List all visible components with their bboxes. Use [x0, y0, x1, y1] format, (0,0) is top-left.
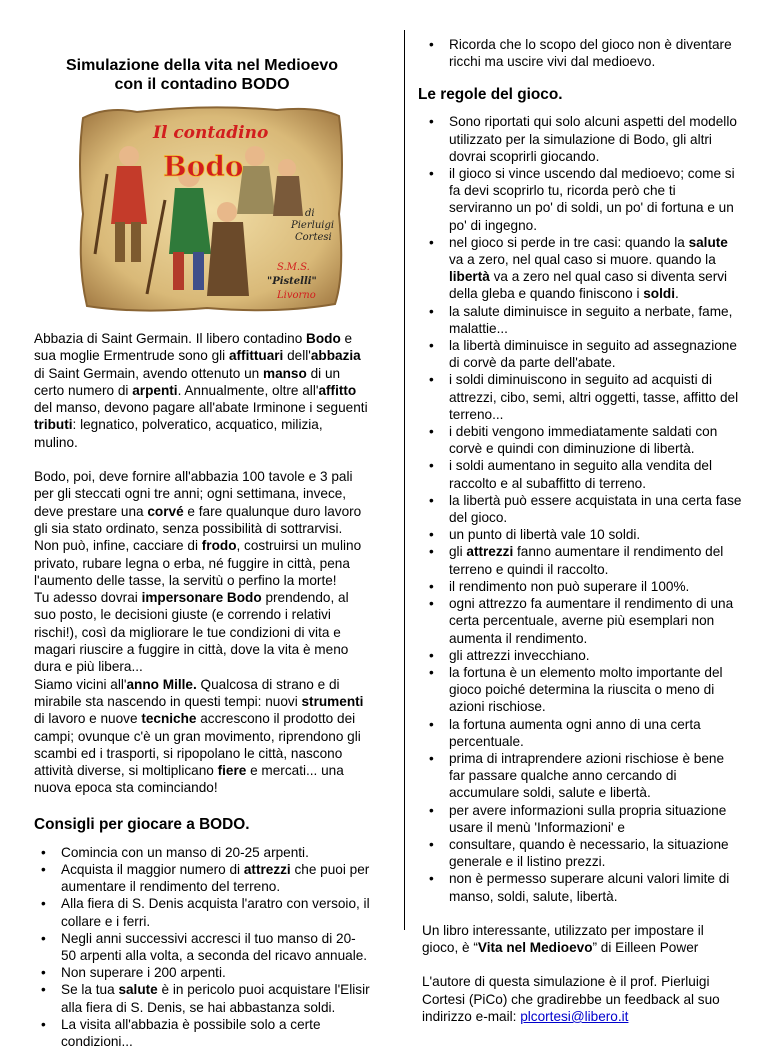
right-column	[418, 36, 742, 1025]
list-item: • nel gioco si perde in tre casi: quando la salute va a zero, nel qual caso si muore. quando la libertà va a zero nel qual caso si diventa servi della gleba e quando finiscono i soldi.	[422, 234, 742, 303]
title-line-1: Simulazione della vita nel Medioevo	[65, 57, 339, 74]
page-title	[34, 56, 370, 94]
list-item: • i soldi aumentano in seguito alla vendita del raccolto e al subaffitto di terreno.	[422, 457, 742, 491]
bodo-parchment-image	[77, 104, 345, 314]
list-item: • ogni attrezzo fa aumentare il rendimento di una certa percentuale, averne più esemplari non aumenta il rendimento.	[422, 595, 742, 647]
by-line-1: di	[305, 208, 315, 219]
list-item: • il rendimento non può superare il 100%.	[422, 578, 742, 595]
list-item: • i soldi diminuiscono in seguito ad acquisti di attrezzi, cibo, semi, altri oggetti, tasse, affitto del terreno...	[422, 371, 742, 423]
list-item: • Se la tua salute è in pericolo puoi acquistare l'Elisir alla fiera di S. Denis, se hai abbastanza soldi.	[34, 981, 370, 1015]
list-item: • Negli anni successivi accresci il tuo manso di 20-50 arpenti alla volta, a seconda del ricavo annuale.	[34, 930, 370, 964]
title-line-2: con il contadino BODO	[114, 76, 290, 93]
list-item: • per avere informazioni sulla propria situazione usare il menù 'Informazioni' e	[422, 802, 742, 836]
list-item: • il gioco si vince uscendo dal medioevo; come si fa devi scoprirlo tu, ricorda però che ti serviranno un po' di soldi, un po' di fortuna e un po' di ingegno.	[422, 165, 742, 234]
column-divider	[404, 30, 405, 930]
list-item: • la fortuna aumenta ogni anno di una certa percentuale.	[422, 716, 742, 750]
top-bullet-list	[422, 36, 742, 70]
list-item: • prima di intraprendere azioni rischiose è bene far passare qualche anno cercando di accumulare soldi, salute e libertà.	[422, 750, 742, 802]
list-item: • Alla fiera di S. Denis acquista l'aratro con versoio, il collare e i ferri.	[34, 895, 370, 929]
list-item: • Sono riportati qui solo alcuni aspetti del modello utilizzato per la simulazione di Bodo, gli altri dovrai scoprirli giocando.	[422, 113, 742, 165]
list-item: • Comincia con un manso di 20-25 arpenti.	[34, 844, 370, 861]
list-item: • Acquista il maggior numero di attrezzi che puoi per aumentare il rendimento del terreno.	[34, 861, 370, 895]
list-item: • Ricorda che lo scopo del gioco non è diventare ricchi ma uscire vivi dal medioevo.	[422, 36, 742, 70]
list-item: • Non superare i 200 arpenti.	[34, 964, 370, 981]
banner-text: Il contadino	[153, 123, 269, 143]
list-item: • gli attrezzi invecchiano.	[422, 647, 742, 664]
regole-list	[422, 113, 742, 904]
regole-heading: Le regole del gioco.	[418, 86, 563, 104]
left-column	[34, 36, 370, 1050]
author-email-link[interactable]: plcortesi@libero.it	[520, 1008, 629, 1024]
story-paragraph: Bodo, poi, deve fornire all'abbazia 100 tavole e 3 pali per gli steccati ogni tre anni; ogni settimana, invece, deve prestare una corvé e fare qualunque duro lavoro gli sia stato ordinato, senza possibilità di sottrarvisi. Non può, infine, cacciare di frodo, costruirsi un mulino privato, rubare legna o erba, né fuggire in città, pena l'aumento delle tasse, la servitù o perfino la morte! Tu adesso dovrai impersonare Bodo prendendo, al suo posto, le decisioni giuste (e correndo i relativi rischi!), così da migliorare le tue condizioni di vita e magari riuscire a fuggire in città, dove la vita è meno dura e più libera... Siamo vicini all'anno Mille. Qualcosa di strano e di mirabile sta nascendo in questi tempi: nuovi strumenti di lavoro e nuove tecniche accrescono il prodotto dei campi; ovunque c'è un gran movimento, riprendono gli scambi ed i trasporti, si ripopolano le città, nascono attività diverse, si moltiplicano fiere e mercati... una nuova epoca sta cominciando!	[34, 469, 364, 796]
author-paragraph: L'autore di questa simulazione è il prof. Pierluigi Cortesi (PiCo) che gradirebbe un feedback al suo indirizzo e-mail: plcortesi@libero.it	[422, 974, 720, 1024]
list-item: • la salute diminuisce in seguito a nerbate, fame, malattie...	[422, 303, 742, 337]
list-item: • la libertà diminuisce in seguito ad assegnazione di corvè da parte dell'abate.	[422, 337, 742, 371]
list-item: • la fortuna è un elemento molto importante del gioco poiché determina la riuscita o meno di azioni rischiose.	[422, 664, 742, 716]
consigli-list	[34, 844, 370, 1050]
list-item: • la libertà può essere acquistata in una certa fase del gioco.	[422, 492, 742, 526]
list-item: • un punto di libertà vale 10 soldi.	[422, 526, 742, 543]
list-item: • consultare, quando è necessario, la situazione generale e il listino prezzi.	[422, 836, 742, 870]
list-item: • non è permesso superare alcuni valori limite di manso, soldi, salute, libertà.	[422, 870, 742, 904]
school-line-3: Livorno	[277, 290, 316, 301]
by-line-2: Pierluigi	[291, 220, 335, 231]
intro-paragraph: Abbazia di Saint Germain. Il libero contadino Bodo e sua moglie Ermentrude sono gli affittuari dell'abbazia di Saint Germain, avendo ottenuto un manso di un certo numero di arpenti. Annualmente, oltre all'affitto del manso, devono pagare all'abate Irminone i seguenti tributi: legnatico, polveratico, acquatico, milizia, mulino.	[34, 331, 368, 450]
list-item: • gli attrezzi fanno aumentare il rendimento del terreno e quindi il raccolto.	[422, 543, 742, 577]
list-item: • i debiti vengono immediatamente saldati con corvè e quindi con diminuzione di libertà.	[422, 423, 742, 457]
book-paragraph: Un libro interessante, utilizzato per impostare il gioco, è “Vita nel Medioevo” di Eilleen Power	[422, 922, 704, 956]
school-line-1: S.M.S.	[277, 262, 310, 273]
consigli-heading: Consigli per giocare a BODO.	[34, 815, 250, 833]
by-line-3: Cortesi	[295, 232, 332, 243]
school-line-2: "Pistelli"	[267, 276, 317, 287]
list-item: • La visita all'abbazia è possibile solo a certe condizioni...	[34, 1016, 370, 1050]
bodo-illustration	[77, 104, 345, 314]
bodo-name-text: Bodo	[163, 150, 244, 183]
